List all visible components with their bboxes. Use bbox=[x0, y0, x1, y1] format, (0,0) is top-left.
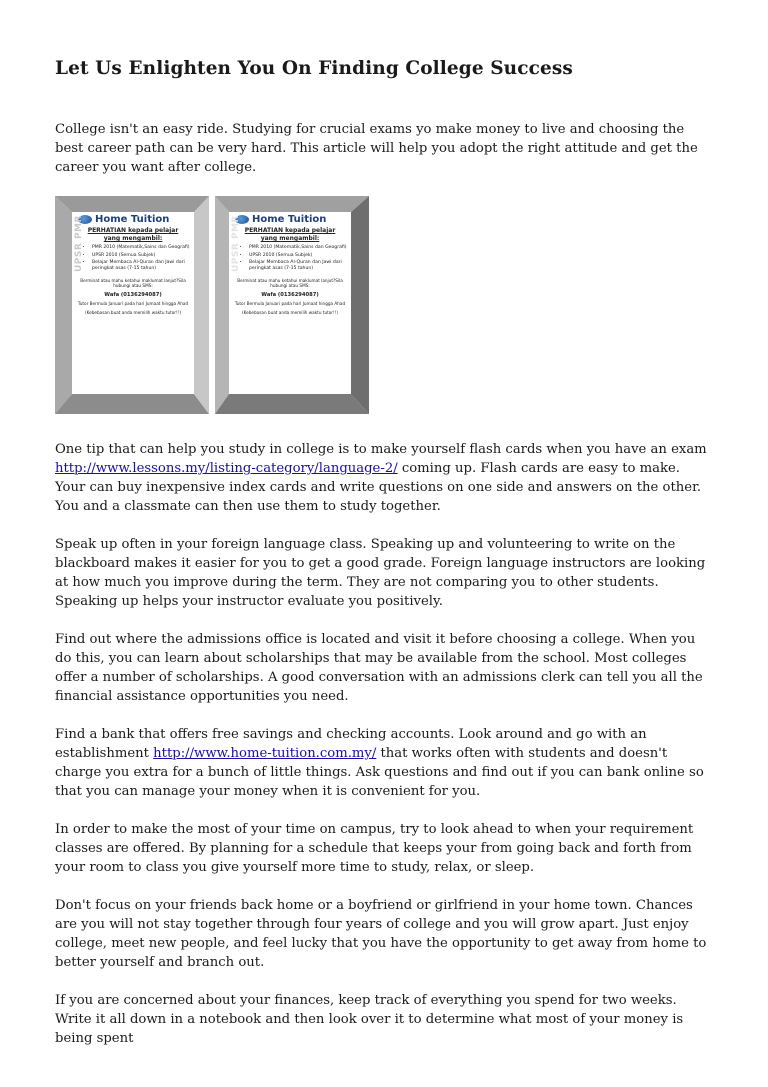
flyer-schedule: Tutor Bermula Januari pada hari Jumaat hingga Ahad bbox=[234, 301, 346, 306]
paragraph-schedule: In order to make the most of your time on campus, try to look ahead to when your requirement classes are offered. By planning for a schedule that keeps your from going back and forth from your room to class you give yourself more time to study, relax, or sleep. bbox=[55, 822, 694, 876]
flyer-vertical-text: UPSR PMR bbox=[74, 215, 84, 273]
article-title: Let Us Enlighten You On Finding College Success bbox=[55, 58, 573, 79]
flyer-list-item: • UPSR 2010 (Semua Subjek) bbox=[92, 253, 194, 259]
flyer-list-item: • Belajar Membaca Al-Quran dan Jawi dari peringkat asas (7-15 tahun) bbox=[249, 260, 351, 273]
flyer-list-item: • PMR 2010 (Matematik,Sains dan Geografi) bbox=[92, 245, 194, 251]
flyer-list bbox=[72, 245, 194, 273]
flyer-brand-text: Home Tuition bbox=[95, 214, 170, 226]
intro-paragraph: College isn't an easy ride. Studying for crucial exams yo make money to live and choosing the best career path can be very hard. This article will help you adopt the right attitude and get the career you want after college. bbox=[55, 122, 698, 176]
flyer-list-item: • UPSR 2010 (Semua Subjek) bbox=[249, 253, 351, 259]
flyer-heading: PERHATIAN kepada pelajar bbox=[87, 227, 179, 235]
flyer-footnote: (Kebebasan buat anda memilih waktu tutor!!) bbox=[84, 309, 182, 315]
flyer-subheading: yang mengambil: bbox=[260, 235, 320, 243]
paragraph-text: Find a bank that offers free savings and checking accounts. Look around and go with an establishment bbox=[55, 727, 647, 762]
paragraph-foreign-language: Speak up often in your foreign language class. Speaking up and volunteering to write on the blackboard makes it easier for you to get a good grade. Foreign language instructors are looking at how much you improve during the term. They are not comparing you to other students. Speaking up helps your instructor evaluate you positively. bbox=[55, 537, 706, 610]
flyer-note: Berminat atau mahu ketahui maklumat lanjut?Sila hubungi atau SMS: bbox=[237, 277, 343, 289]
paragraph-text: that works often with students and doesn't charge you extra for a bunch of little things. Ask questions and find out if you can bank online so that you can manage your money when it is convenient for you. bbox=[55, 746, 704, 800]
flyer-heading: PERHATIAN kepada pelajar bbox=[244, 227, 336, 235]
flyer-contact: Wafa (0136294087) bbox=[261, 292, 319, 298]
flyer-list bbox=[229, 245, 351, 273]
flyer-right bbox=[229, 212, 351, 394]
home-tuition-link[interactable]: http://www.home-tuition.com.my/ bbox=[153, 746, 377, 762]
flyer-image bbox=[55, 196, 369, 414]
paragraph-flash-cards bbox=[55, 440, 710, 516]
paragraph-bank bbox=[55, 725, 710, 801]
flyer-subheading: yang mengambil: bbox=[103, 235, 163, 243]
paragraph-admissions: Find out where the admissions office is located and visit it before choosing a college. When you do this, you can learn about scholarships that may be available from the school. Most colleges offer a number of scholarships. A good conversation with an admissions clerk can tell you all the financial assistance opportunities you need. bbox=[55, 632, 703, 705]
paragraph-text: coming up. Flash cards are easy to make. Your can buy inexpensive index cards and write questions on one side and answers on the other. You and a classmate can then use them to study together. bbox=[55, 461, 702, 515]
flyer-brand-text: Home Tuition bbox=[252, 214, 327, 226]
flyer-brand bbox=[235, 214, 351, 225]
paragraph-finances: If you are concerned about your finances, keep track of everything you spend for two weeks. Write it all down in a notebook and then look over it to determine what most of your money is being spent bbox=[55, 993, 684, 1047]
paragraph-text: One tip that can help you study in college is to make yourself flash cards when you have an exam bbox=[55, 442, 707, 458]
flyer-list-item: • Belajar Membaca Al-Quran dan Jawi dari peringkat asas (7-15 tahun) bbox=[92, 260, 194, 273]
flyer-left bbox=[72, 212, 194, 394]
flyer-footnote: (Kebebasan buat anda memilih waktu tutor!!) bbox=[241, 309, 339, 315]
flyer-list-item: • PMR 2010 (Matematik,Sains dan Geografi) bbox=[249, 245, 351, 251]
flyer-brand bbox=[78, 214, 194, 225]
flyer-contact: Wafa (0136294087) bbox=[104, 292, 162, 298]
lessons-link[interactable]: http://www.lessons.my/listing-category/language-2/ bbox=[55, 461, 398, 477]
flyer-schedule: Tutor Bermula Januari pada hari Jumaat hingga Ahad bbox=[77, 301, 189, 306]
flyer-vertical-text: UPSR PMR bbox=[231, 215, 241, 273]
paragraph-friends: Don't focus on your friends back home or a boyfriend or girlfriend in your home town. Chances are you will not stay together through four years of college and you will grow apart. Just enjoy college, meet new people, and feel lucky that you have the opportunity to get away from home to better yourself and branch out. bbox=[55, 898, 707, 971]
flyer-note: Berminat atau mahu ketahui maklumat lanjut?Sila hubungi atau SMS: bbox=[80, 277, 186, 289]
